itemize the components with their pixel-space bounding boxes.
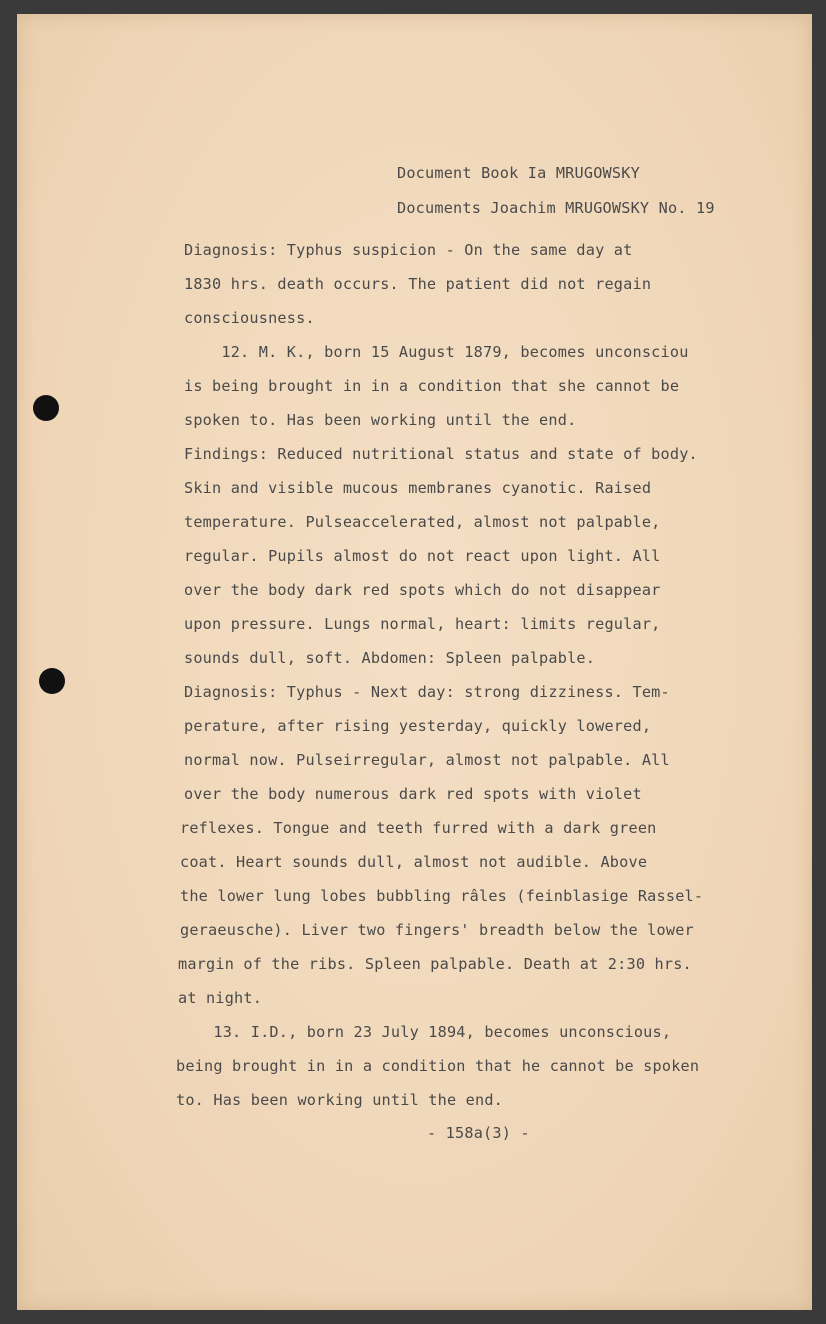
text-line: spoken to. Has been working until the end. xyxy=(184,411,577,429)
text-line: reflexes. Tongue and teeth furred with a dark green xyxy=(180,819,657,837)
text-line: Findings: Reduced nutritional status and state of body. xyxy=(184,445,698,463)
document-book-header: Document Book Ia MRUGOWSKY xyxy=(397,164,640,182)
punch-hole-bottom xyxy=(39,668,65,694)
text-line: over the body numerous dark red spots with violet xyxy=(184,785,642,803)
body-text xyxy=(176,239,794,1109)
text-line: Diagnosis: Typhus - Next day: strong dizziness. Tem- xyxy=(184,683,670,701)
documents-number-header: Documents Joachim MRUGOWSKY No. 19 xyxy=(397,199,715,217)
text-line: coat. Heart sounds dull, almost not audible. Above xyxy=(180,853,648,871)
text-line: being brought in in a condition that he cannot be spoken xyxy=(176,1057,700,1075)
text-line: 1830 hrs. death occurs. The patient did not regain xyxy=(184,275,652,293)
text-line: temperature. Pulseaccelerated, almost not palpable, xyxy=(184,513,661,531)
text-line: 13. I.D., born 23 July 1894, becomes unconscious, xyxy=(176,1023,672,1041)
text-line: perature, after rising yesterday, quickly lowered, xyxy=(184,717,652,735)
text-line: upon pressure. Lungs normal, heart: limits regular, xyxy=(184,615,661,633)
text-line: sounds dull, soft. Abdomen: Spleen palpable. xyxy=(184,649,596,667)
text-line: 12. M. K., born 15 August 1879, becomes unconsciou xyxy=(184,343,689,361)
text-line: over the body dark red spots which do not disappear xyxy=(184,581,661,599)
text-line: normal now. Pulseirregular, almost not palpable. All xyxy=(184,751,670,769)
text-line: to. Has been working until the end. xyxy=(176,1091,504,1109)
text-line: margin of the ribs. Spleen palpable. Death at 2:30 hrs. xyxy=(178,955,692,973)
page-number: - 158a(3) - xyxy=(427,1124,530,1142)
text-line: consciousness. xyxy=(184,309,315,327)
text-line: Diagnosis: Typhus suspicion - On the same day at xyxy=(184,241,633,259)
text-line: Skin and visible mucous membranes cyanotic. Raised xyxy=(184,479,652,497)
document-page xyxy=(17,14,812,1310)
text-line: the lower lung lobes bubbling râles (feinblasige Rassel- xyxy=(180,887,704,905)
text-line: geraeusche). Liver two fingers' breadth below the lower xyxy=(180,921,694,939)
text-line: is being brought in in a condition that she cannot be xyxy=(184,377,680,395)
text-line: at night. xyxy=(178,989,263,1007)
text-line: regular. Pupils almost do not react upon light. All xyxy=(184,547,661,565)
punch-hole-top xyxy=(33,395,59,421)
